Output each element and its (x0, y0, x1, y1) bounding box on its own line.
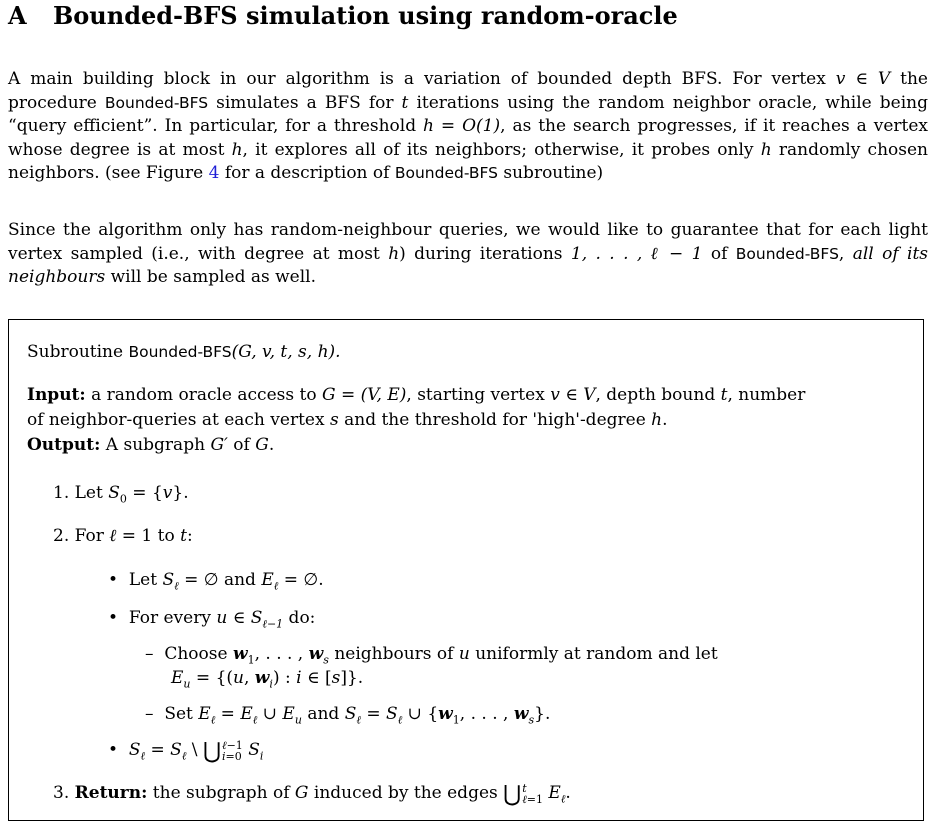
p2-math-h: h (388, 243, 400, 264)
input-text-4: , number (727, 385, 806, 405)
input-text-3: , depth bound (595, 385, 721, 405)
p1-text-2: the procedure (8, 69, 928, 113)
p2-text-1: Since the algorithm only has random-neighbour queries, we would like to guarantee that for each light vertex sampled (i.e., with degree at most (8, 220, 928, 264)
p2-proc-name: Bounded-BFS (735, 244, 839, 263)
p2-text-2: ) during iterations (399, 243, 571, 264)
bullet-2-text-a: For every (128, 608, 217, 628)
p1-text-8: for a description of (219, 163, 395, 183)
step-1: 1. Let $S_0 = \{v\}$. (53, 483, 189, 506)
section-number: A (8, 1, 27, 30)
output-label: Output: (27, 435, 101, 455)
step-2-text-b: to (152, 526, 181, 546)
bullet-2: • For every u ∈ $S_{\ell-1}$ do: (108, 608, 316, 631)
step-2-number: 2. (53, 526, 70, 546)
p1-math-h-2: h (760, 139, 772, 160)
dash-2-text-a: Set (164, 704, 199, 724)
section-title: Bounded-BFS simulation using random-oracle (53, 1, 678, 30)
paragraph-2 (8, 219, 928, 290)
input-label: Input: (27, 385, 86, 405)
step-2-text-a: For (74, 526, 110, 546)
output-G: G (255, 435, 269, 455)
dash-2-text-b: and (301, 704, 345, 724)
step-1-text: Let (74, 483, 109, 503)
input-v: v ∈ V (550, 385, 596, 405)
bullet-3: • $S_\ell = S_\ell$ \ ⋃ℓ−1 i=0 $S_i$ (108, 738, 264, 764)
p1-text-4: iterations using the random neighbor oracle, while being “query efficient”. In particular, for a threshold (8, 92, 929, 136)
output-text-3: . (268, 435, 275, 455)
input-h: h (651, 410, 663, 430)
input-t: t (720, 385, 728, 405)
step-3-text-b: induced by the edges (308, 783, 504, 803)
step-1-number: 1. (53, 483, 70, 503)
input-line2-b: and the threshold for 'high'-degree (338, 410, 652, 430)
p1-text-5: , as the search progresses, if it reaches a vertex whose degree is at most (8, 116, 928, 160)
step-3-text-a: the subgraph of (147, 783, 295, 803)
bullet-dot: • (108, 740, 119, 760)
paragraph-1 (8, 68, 928, 186)
output-text-2: of (227, 435, 256, 455)
p1-math-v-in-V: v ∈ V (835, 69, 891, 89)
p2-text-4: , (838, 243, 845, 264)
dash-1: – Choose $w_1$, . . . , $w_s$ neighbours of u uniformly at random and let (145, 644, 718, 667)
dash-1-text-b: neighbours of (328, 644, 459, 664)
p1-text-1: A main building block in our algorithm is a variation of bounded depth BFS. For vertex (8, 69, 836, 89)
input-line2-c: . (662, 410, 668, 430)
p1-text-7: randomly chosen neighbors. (see Figure (8, 139, 928, 183)
input-text-2: , starting vertex (406, 385, 551, 405)
p2-emphasis: all of its neighbours (8, 243, 928, 287)
bullet-1-text-b: and (218, 570, 262, 590)
output-gprime: G′ (210, 435, 228, 455)
p1-text-6: , it explores all of its neighbors; otherwise, it probes only (242, 139, 761, 160)
p2-text-3: of (702, 243, 736, 264)
p1-math-h: h (231, 139, 243, 160)
dash-1-text-c: uniformly at random and let (469, 644, 718, 664)
step-3-label: Return: (74, 783, 148, 803)
p2-text-5: will be sampled as well. (105, 267, 317, 287)
section-heading (8, 1, 678, 30)
bullet-dot: • (108, 608, 119, 628)
dash-1-text-a: Choose (164, 644, 233, 664)
bullet-dot: • (108, 570, 119, 590)
input-s: s (329, 410, 339, 430)
input-line-2 (27, 409, 668, 431)
subroutine-proc-name: Bounded-BFS (128, 343, 232, 361)
figure-link[interactable]: 4 (208, 163, 220, 183)
p1-proc-name-2: Bounded-BFS (394, 164, 498, 182)
subroutine-label: Subroutine (27, 342, 129, 362)
dash-1-cont: $E_u = \{(u$, $w_i$) : i ∈ [s]}. (171, 668, 364, 691)
dash-2: – Set $E_\ell = E_\ell$ ∪ $E_u$ and $S_\ell = S_\ell$ ∪ {$w_1$, . . . , $w_s$}. (145, 704, 551, 727)
step-3: 3. Return: the subgraph of G induced by the edges ⋃t ℓ=1 $E_\ell$. (53, 781, 571, 807)
input-graph: G = (V, E) (321, 385, 407, 405)
subroutine-signature: (G, v, t, s, h). (231, 342, 341, 362)
input-text-1: a random oracle access to (85, 385, 322, 405)
output-line (27, 434, 274, 456)
p1-math-t: t (401, 92, 409, 113)
output-text-1: A subgraph (100, 435, 211, 455)
bullet-2-text-b: do: (283, 608, 316, 628)
step-3-number: 3. (53, 783, 70, 803)
algorithm-box (8, 319, 924, 821)
p1-text-9: subroutine) (497, 163, 604, 183)
step-2: 2. For ℓ = 1 to t: (53, 526, 193, 546)
bullet-1: • Let $S_\ell$ = ∅ and $E_\ell$ = ∅. (108, 570, 324, 593)
p1-text-3: simulates a BFS for (208, 92, 402, 113)
p1-math-h-eq: h = O(1) (423, 116, 501, 136)
subroutine-header (27, 341, 341, 363)
input-line-1 (27, 384, 805, 406)
p1-proc-name: Bounded-BFS (104, 93, 209, 112)
bullet-1-text-a: Let (128, 570, 163, 590)
input-line2-a: of neighbor-queries at each vertex (27, 410, 330, 430)
p2-math-iters: 1, . . . , ℓ − 1 (570, 243, 703, 264)
